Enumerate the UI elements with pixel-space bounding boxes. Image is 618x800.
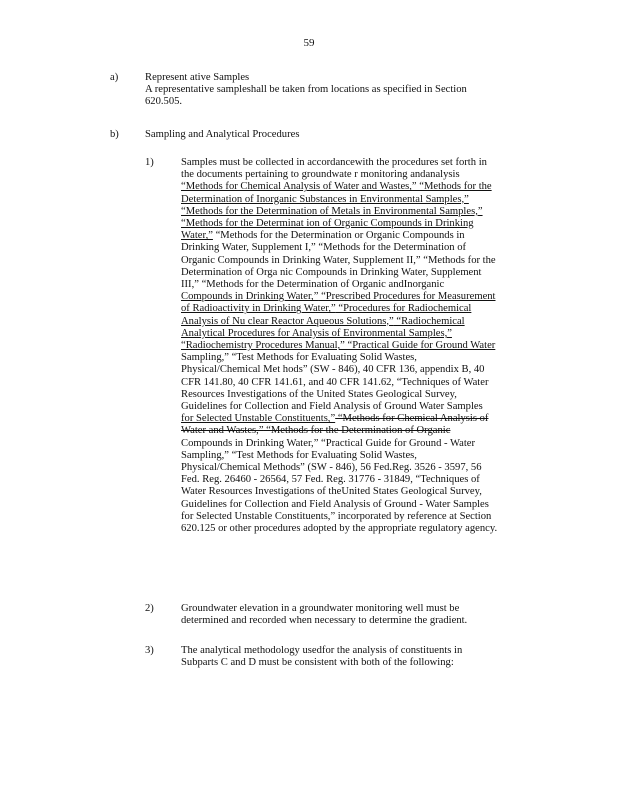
- text-segment: for Selected Unstable Constituents,” incorporated by reference at Section: [181, 510, 492, 522]
- item-1-line: [181, 499, 497, 511]
- item-2-label: 2): [145, 603, 154, 614]
- item-3-paragraph: [181, 645, 462, 669]
- item-1-line: [181, 401, 497, 413]
- item-1-line: [181, 157, 497, 169]
- text-segment: Physical/Chemical Methods” (SW - 846), 56 Fed.Reg. 3526 - 3597, 56: [181, 462, 482, 474]
- item-1-line: [181, 474, 497, 486]
- section-b-heading-text: Sampling and Analytical Procedures: [145, 129, 300, 140]
- item-1-line: [181, 328, 497, 340]
- text-segment: CFR 141.80, 40 CFR 141.61, and 40 CFR 141.62, “Techniques of Water: [181, 376, 489, 388]
- text-segment: Samples must be collected in accordancewith the procedures set forth in: [181, 157, 487, 168]
- text-segment: Sampling,” “Test Methods for Evaluating Solid Wastes,: [181, 449, 417, 461]
- inserted-text: Water,”: [181, 230, 213, 242]
- text-segment: Organic Compounds in Drinking Water, Supplement II,” “Methods for the: [181, 254, 496, 266]
- item-1-line: [181, 169, 497, 181]
- inserted-text: for Selected Unstable Constituents,”: [181, 413, 336, 425]
- section-a-body-line: 620.505.: [145, 96, 183, 108]
- item-1-line: [181, 230, 497, 242]
- item-1-line: [181, 218, 497, 230]
- inserted-text: Analytical Procedures for Analysis of Environmental Samples,”: [181, 327, 452, 339]
- section-a-heading: Represent ative Samples: [145, 72, 250, 83]
- item-1-line: [181, 267, 497, 279]
- item-1-line: [181, 255, 497, 267]
- text-segment: the documents pertaining to groundwate r monitoring andanalysis: [181, 169, 460, 181]
- item-1-line: [181, 425, 497, 437]
- inserted-text: “Methods for Chemical Analysis of Water and Wastes,” “Methods for the: [181, 181, 492, 193]
- item-1-line: [181, 279, 497, 291]
- text-segment: Water Resources Investigations of theUnited States Geological Survey,: [181, 486, 482, 498]
- section-a-body-line: A representative sampleshall be taken from locations as specified in Section: [145, 84, 467, 96]
- item-1-line: [181, 486, 497, 498]
- inserted-text: “Procedures for Radiochemical: [335, 303, 472, 315]
- item-1-label: 1): [145, 157, 154, 168]
- item-1-line: [181, 316, 497, 328]
- page-number: 59: [303, 37, 315, 49]
- text-segment: Resources Investigations of the United States Geological Survey,: [181, 388, 457, 400]
- inserted-text: Analysis of Nu clear Reactor Aqueous Solutions,”: [181, 315, 394, 327]
- item-2-paragraph: [181, 603, 467, 627]
- item-2-line: Groundwater elevation in a groundwater monitoring well must be: [181, 603, 460, 614]
- inserted-text: “Prescribed Procedures for Measurement: [318, 291, 496, 303]
- struck-text: “Methods for Chemical Analysis of: [335, 413, 489, 425]
- section-b-heading: [145, 129, 299, 141]
- item-1-line: [181, 377, 497, 389]
- item-1-line: [181, 352, 497, 364]
- item-1-line: [181, 303, 497, 315]
- item-3-line: Subparts C and D must be consistent with both of the following:: [181, 657, 454, 669]
- inserted-text: “Radiochemistry Procedures Manual,” “Practical Guide for Ground Water: [181, 340, 496, 352]
- text-segment: Compounds in Drinking Water,” “Practical Guide for Ground - Water: [181, 437, 476, 449]
- item-1-paragraph: [181, 157, 497, 535]
- struck-text: “Methods for the Determination of Organic: [263, 425, 451, 437]
- item-3-label: 3): [145, 645, 154, 656]
- inserted-text: Compounds in Drinking Water,”: [181, 291, 319, 303]
- item-2-line: determined and recorded when necessary to determine the gradient.: [181, 615, 468, 627]
- inserted-text: “Radiochemical: [393, 315, 465, 327]
- item-1-line: [181, 291, 497, 303]
- item-1-line: [181, 523, 497, 535]
- text-segment: “Methods for the Determination or Organic Compounds in: [212, 230, 465, 242]
- item-1-line: [181, 206, 497, 218]
- item-1-line: [181, 181, 497, 193]
- text-segment: Guidelines for Collection and Field Analysis of Ground - Water Samples: [181, 498, 489, 510]
- item-1-line: [181, 438, 497, 450]
- text-segment: Physical/Chemical Met hods” (SW - 846), 40 CFR 136, appendix B, 40: [181, 364, 485, 376]
- item-1-line: [181, 340, 497, 352]
- item-1-line: [181, 364, 497, 376]
- section-a-label: a): [110, 72, 119, 83]
- item-1-line: [181, 511, 497, 523]
- item-1-line: [181, 450, 497, 462]
- text-segment: 620.125 or other procedures adopted by the appropriate regulatory agency.: [181, 523, 498, 535]
- text-segment: III,” “Methods for the Determination of Organic andInorganic: [181, 279, 445, 291]
- item-3-line: The analytical methodology usedfor the analysis of constituents in: [181, 645, 463, 656]
- inserted-text: “Methods for the Determination of Metals in Environmental Samples,”: [181, 205, 483, 217]
- item-1-line: [181, 194, 497, 206]
- section-a: [145, 72, 467, 109]
- text-segment: Fed. Reg. 26460 - 26564, 57 Fed. Reg. 31776 - 31849, “Techniques of: [181, 474, 480, 486]
- item-1-line: [181, 389, 497, 401]
- item-1-line: [181, 242, 497, 254]
- text-segment: Determination of Orga nic Compounds in Drinking Water, Supplement: [181, 266, 482, 278]
- inserted-text: of Radioactivity in Drinking Water,”: [181, 303, 336, 315]
- text-segment: Drinking Water, Supplement I,” “Methods for the Determination of: [181, 242, 467, 254]
- section-b-label: b): [110, 129, 119, 140]
- struck-text: Water and Wastes,”: [181, 425, 264, 437]
- text-segment: Guidelines for Collection and Field Analysis of Ground Water Samples: [181, 401, 483, 413]
- item-1-line: [181, 413, 497, 425]
- text-segment: Sampling,” “Test Methods for Evaluating Solid Wastes,: [181, 352, 417, 364]
- item-1-line: [181, 462, 497, 474]
- inserted-text: Determination of Inorganic Substances in Environmental Samples,”: [181, 193, 469, 205]
- inserted-text: “Methods for the Determinat ion of Organic Compounds in Drinking: [181, 218, 474, 230]
